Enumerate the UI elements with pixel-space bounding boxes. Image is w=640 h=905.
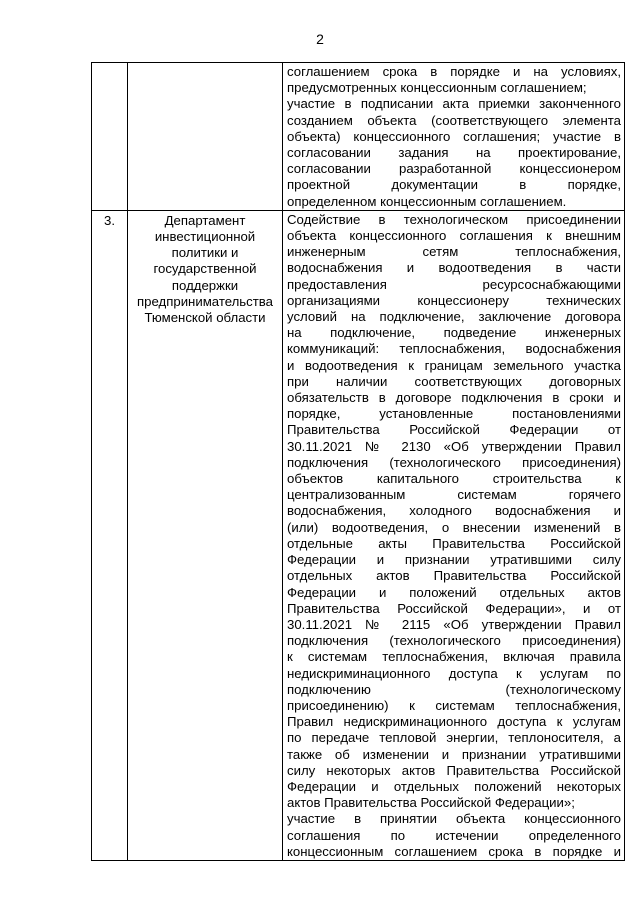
text-line: инженерным сетям теплоснабжения, — [287, 244, 621, 260]
department-cell — [128, 63, 283, 211]
department-line: инвестиционной — [154, 229, 256, 245]
text-line: соглашением срока в порядке и на условиях, — [287, 64, 621, 79]
text-line: силу некоторых актов Правительства Российской — [287, 762, 621, 778]
department-line: Тюменской области — [144, 310, 266, 326]
text-line: Правительства Российской Федерации от — [287, 422, 621, 438]
responsibilities-table — [91, 62, 625, 861]
department-line: государственной — [153, 261, 257, 277]
text-line: отдельных актов Правительства Российской — [287, 568, 621, 584]
text-line: водоснабжения и водоотведения в части — [287, 260, 621, 276]
responsibility-cell — [283, 63, 625, 211]
table-row — [92, 210, 625, 860]
text-line: участие в принятии объекта концессионного — [287, 811, 621, 827]
page-number: 2 — [316, 31, 324, 47]
responsibility-cell — [283, 210, 625, 860]
text-line: водоснабжения, холодного водоснабжения и — [287, 503, 621, 519]
text-line: 30.11.2021 № 2130 «Об утверждении Правил — [287, 438, 621, 454]
text-line: объектов капитального строительства к — [287, 471, 621, 487]
text-line: условий на подключение, заключение договора — [287, 309, 621, 325]
department-line: политики и — [171, 245, 239, 261]
text-line: подключению (технологическому — [287, 681, 621, 697]
table-row — [92, 63, 625, 211]
text-line: согласовании задания на проектирование, — [287, 145, 621, 161]
text-line: Федерации и отдельных положений некоторых — [287, 778, 621, 794]
text-line: (или) водоотведения, о внесении изменений в — [287, 519, 621, 535]
text-line: недискриминационного доступа к услугам по — [287, 665, 621, 681]
text-line: присоединению) к системам теплоснабжения, — [287, 697, 621, 713]
text-line: концессионным соглашением срока в порядке и — [287, 843, 621, 859]
text-line: также об изменении и признании утратившими — [287, 746, 621, 762]
text-line: Федерации и положений отдельных актов — [287, 584, 621, 600]
text-line: по передаче тепловой энергии, теплоносителя, а — [287, 730, 621, 746]
text-line: проектной документации в порядке, — [287, 177, 621, 193]
text-line: соглашения по истечении определенного — [287, 827, 621, 843]
department-line: предпринимательства — [137, 293, 273, 309]
text-line: при наличии соответствующих договорных — [287, 373, 621, 389]
text-line: подключения (технологического присоединения) — [287, 454, 621, 470]
text-line: актов Правительства Российской Федерации»; — [287, 795, 575, 811]
text-line: объекта) концессионного соглашения; участие в — [287, 128, 621, 144]
department-line: Департамент — [164, 212, 246, 228]
text-line: определенном концессионным соглашением. — [287, 193, 567, 209]
text-line: и водоотведения к границам земельного участка — [287, 357, 621, 373]
text-line: к системам теплоснабжения, включая правила — [287, 649, 621, 665]
text-line: участие в подписании акта приемки законченного — [287, 96, 621, 112]
text-line: объекта концессионного соглашения к внешним — [287, 228, 621, 244]
text-line: предусмотренных концессионным соглашением; — [287, 80, 587, 96]
text-line: централизованным системам горячего — [287, 487, 621, 503]
row-number-cell — [92, 63, 128, 211]
text-line: организациями концессионеру технических — [287, 292, 621, 308]
text-line: Содействие в технологическом присоединении — [287, 211, 621, 227]
department-cell — [128, 210, 283, 860]
department-line: поддержки — [171, 277, 239, 293]
text-line: Правительства Российской Федерации», и от — [287, 600, 621, 616]
text-line: коммуникаций: теплоснабжения, водоснабжения — [287, 341, 621, 357]
text-line: Правил недискриминационного доступа к услугам — [287, 714, 621, 730]
text-line: согласовании разработанной концессионером — [287, 161, 621, 177]
text-line: обязательств в договоре подключения в сроки и — [287, 390, 621, 406]
text-line: порядке, установленные постановлениями — [287, 406, 621, 422]
text-line: Федерации и признании утратившими силу — [287, 552, 621, 568]
text-line: созданием объекта (соответствующего элемента — [287, 112, 621, 128]
text-line: 30.11.2021 № 2115 «Об утверждении Правил — [287, 616, 621, 632]
text-line: подключения (технологического присоединения) — [287, 633, 621, 649]
row-number-cell: 3. — [92, 210, 128, 860]
table-body — [92, 63, 625, 861]
text-line: отдельные акты Правительства Российской — [287, 535, 621, 551]
text-line: на подключение, подведение инженерных — [287, 325, 621, 341]
text-line: предоставления ресурсоснабжающими — [287, 276, 621, 292]
